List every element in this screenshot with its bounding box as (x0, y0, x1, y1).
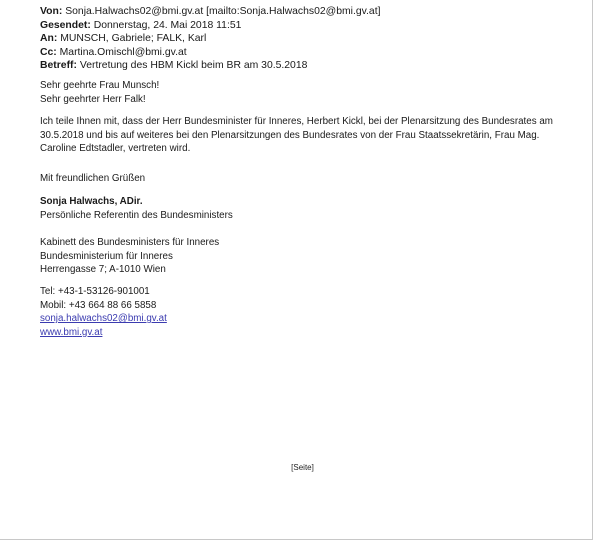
paragraph-line-2: 30.5.2018 und bis auf weiteres bei den Plenarsitzungen des Bundesrates von der Frau Staatssekretärin, Frau Mag. (40, 129, 540, 141)
subject-value: Vertretung des HBM Kickl beim BR am 30.5.2018 (79, 60, 308, 72)
cc-label: Cc: (40, 46, 57, 58)
cc-value: Martina.Omischl@bmi.gv.at (59, 46, 187, 58)
from-value: Sonja.Halwachs02@bmi.gv.at [mailto:Sonja.Halwachs02@bmi.gv.at] (65, 6, 381, 17)
mobile-line: Mobil: +43 664 88 66 5858 (40, 299, 157, 311)
signature-block (40, 195, 585, 222)
contact-block (40, 285, 585, 339)
subject-label: Betreff: (40, 60, 77, 72)
paragraph-line-1: Ich teile Ihnen mit, dass der Herr Bundesminister für Inneres, Herbert Kickl, bei der Plenarsitzung des Bundesrates am (40, 116, 553, 127)
to-value: MUNSCH, Gabriele; FALK, Karl (60, 33, 207, 45)
greeting-line-2: Sehr geehrter Herr Falk! (40, 93, 146, 105)
cc-line (40, 46, 590, 60)
email-link[interactable]: sonja.halwachs02@bmi.gv.at (40, 313, 167, 325)
to-line (40, 32, 590, 46)
subject-line (40, 59, 590, 73)
scan-edge-bottom (0, 539, 593, 540)
signature-role: Persönliche Referentin des Bundesministers (40, 209, 233, 221)
paragraph-line-3: Caroline Edtstadler, vertreten wird. (40, 143, 191, 155)
greeting-block (40, 79, 585, 106)
email-header (40, 5, 590, 73)
closing-line: Mit freundlichen Grüßen (40, 173, 146, 184)
signature-name: Sonja Halwachs, ADir. (40, 196, 143, 207)
website-link[interactable]: www.bmi.gv.at (40, 326, 103, 338)
from-line (40, 5, 590, 19)
to-label: An: (40, 33, 58, 45)
office-line-2: Bundesministerium für Inneres (40, 250, 173, 262)
tel-line: Tel: +43-1-53126-901001 (40, 286, 150, 297)
office-line-1: Kabinett des Bundesministers für Inneres (40, 237, 220, 248)
sent-label: Gesendet: (40, 19, 91, 31)
sent-value: Donnerstag, 24. Mai 2018 11:51 (93, 19, 242, 31)
scan-edge-right (592, 0, 593, 540)
message-paragraph (40, 115, 585, 156)
office-block (40, 236, 585, 277)
office-address: Herrengasse 7; A-1010 Wien (40, 264, 166, 276)
page-marker: [Seite] (291, 463, 314, 472)
from-label: Von: (40, 6, 63, 17)
sent-line (40, 19, 590, 33)
greeting-line-1: Sehr geehrte Frau Munsch! (40, 80, 160, 91)
